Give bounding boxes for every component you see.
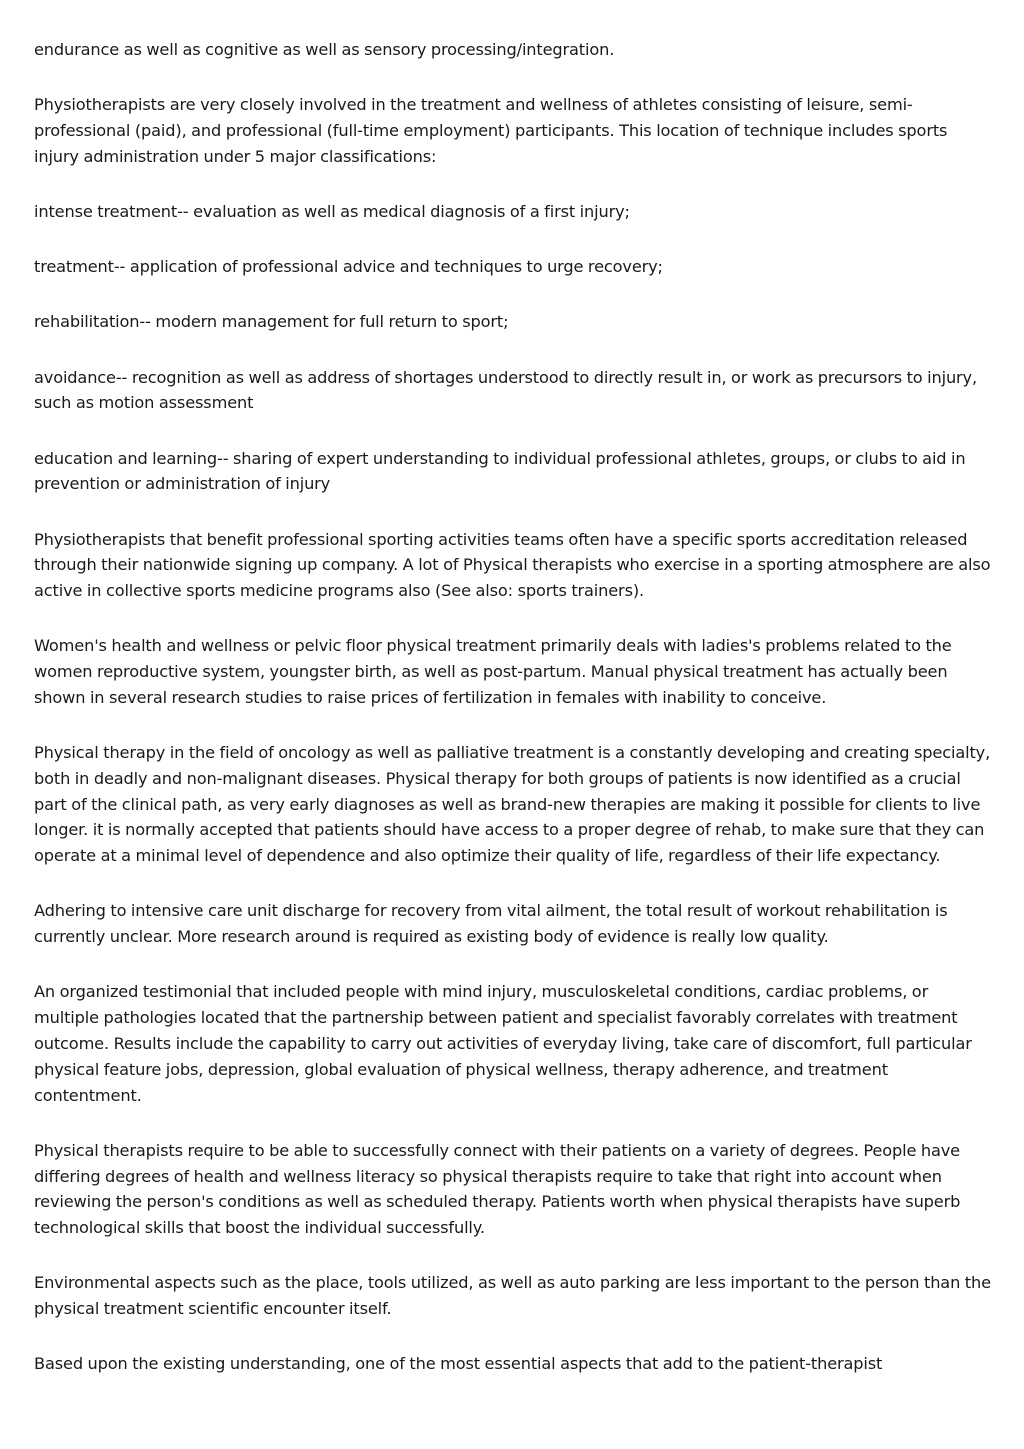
paragraph: education and learning-- sharing of expert understanding to individual professional athletes, groups, or clubs to aid in prevention or administration of injury [34, 448, 966, 494]
paragraph: Physiotherapists are very closely involved in the treatment and wellness of athletes consisting of leisure, semi-professional (paid), and professional (full-time employment) participants. This location of technique includes sports injury administration under 5 major classifications: [34, 95, 948, 166]
paragraph: Women's health and wellness or pelvic floor physical treatment primarily deals with ladies's problems related to the women reproductive system, youngster birth, as well as post-partum. Manual physical treatment has actually been shown in several research studies to raise prices of fertilization in females with inability to conceive. [34, 636, 952, 707]
paragraph: Environmental aspects such as the place, tools utilized, as well as auto parking are less important to the person than the physical treatment scientific encounter itself. [34, 1273, 991, 1319]
paragraph: intense treatment-- evaluation as well as medical diagnosis of a first injury; [34, 201, 630, 221]
paragraph: Physical therapy in the field of oncology as well as palliative treatment is a constantly developing and creating specialty, both in deadly and non-malignant diseases. Physical therapy for both groups of patients is now identified as a crucial part of the clinical path, as very early diagnoses as well as brand-new therapies are making it possible for clients to live longer. it is normally accepted that patients should have access to a proper degree of rehab, to make sure that they can operate at a minimal level of dependence and also optimize their quality of life, regardless of their life expectancy. [34, 743, 991, 866]
paragraph: avoidance-- recognition as well as address of shortages understood to directly result in, or work as precursors to injury, such as motion assessment [34, 367, 977, 413]
paragraph: Physical therapists require to be able to successfully connect with their patients on a variety of degrees. People have differing degrees of health and wellness literacy so physical therapists require to take that right into account when reviewing the person's conditions as well as scheduled therapy. Patients worth when physical therapists have superb technological skills that boost the individual successfully. [34, 1140, 961, 1238]
paragraph: Adhering to intensive care unit discharge for recovery from vital ailment, the total result of workout rehabilitation is currently unclear. More research around is required as existing body of evidence is really low quality. [34, 901, 948, 947]
paragraph: treatment-- application of professional advice and techniques to urge recovery; [34, 257, 663, 277]
paragraph: endurance as well as cognitive as well as sensory processing/integration. [34, 40, 615, 59]
document-body [34, 37, 992, 1377]
paragraph: An organized testimonial that included people with mind injury, musculoskeletal conditions, cardiac problems, or multiple pathologies located that the partnership between patient and specialist favorably correlates with treatment outcome. Results include the capability to carry out activities of everyday living, take care of discomfort, full particular physical feature jobs, depression, global evaluation of physical wellness, therapy adherence, and treatment contentment. [34, 982, 972, 1105]
paragraph: rehabilitation-- modern management for full return to sport; [34, 312, 509, 332]
paragraph: Physiotherapists that benefit professional sporting activities teams often have a specific sports accreditation released through their nationwide signing up company. A lot of Physical therapists who exercise in a sporting atmosphere are also active in collective sports medicine programs also (See also: sports trainers). [34, 529, 991, 601]
paragraph: Based upon the existing understanding, one of the most essential aspects that add to the patient-therapist [34, 1354, 883, 1374]
